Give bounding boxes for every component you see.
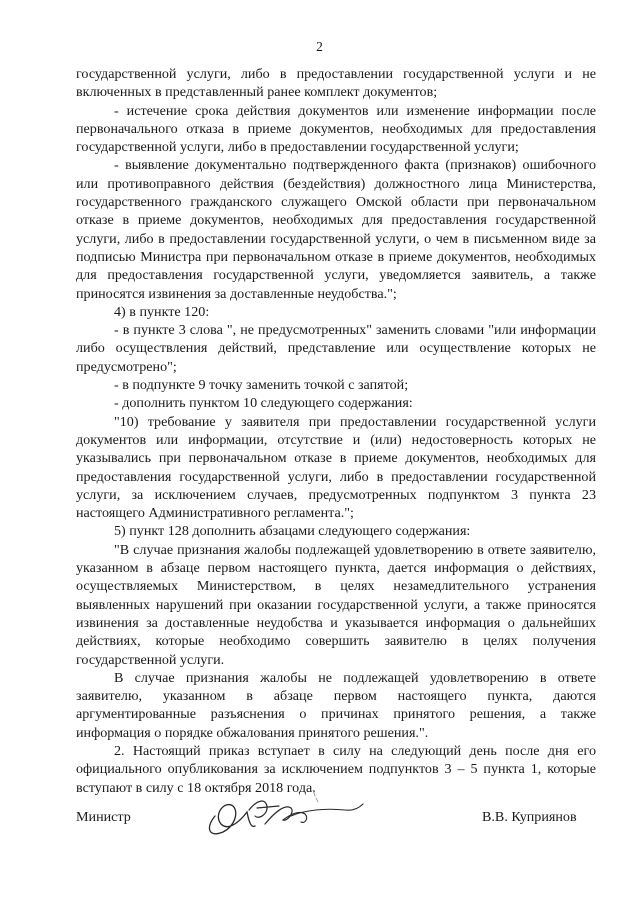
- paragraph: В случае признания жалобы не подлежащей удовлетворению в ответе заявителю, указанном в абзаце первом настоящего пункта, даются аргументированные разъяснения о причинах принятого решения, а также информация о порядке обжалования принятого решения.".: [76, 669, 596, 741]
- paragraph: "В случае признания жалобы подлежащей удовлетворению в ответе заявителю, указанном в абзаце первом настоящего пункта, дается информация о действиях, осуществляемых Министерством, в целях незамедлительного устранения выявленных нарушений при оказании государственной услуги, а также приносятся извинения за доставленные неудобства и указывается информация о дальнейших действиях, которые необходимо совершить заявителю в целях получения государственной услуги.: [76, 541, 596, 668]
- paragraph: - истечение срока действия документов или изменение информации после первоначального отказа в приеме документов, необходимых для предоставления государственной услуги, либо в предоставлении государственной услуги;: [76, 102, 596, 156]
- paragraph: - в подпункте 9 точку заменить точкой с запятой;: [114, 377, 409, 394]
- paragraph: "10) требование у заявителя при предоставлении государственной услуги документов или информации, отсутствие и (или) недостоверность которых не указывались при первоначальном отказе в приеме документов, необходимых для предоставления государственной услуги, либо в предоставлении государственной услуги, за исключением случаев, предусмотренных подпунктом 3 пункта 23 настоящего Административного регламента.";: [76, 413, 596, 522]
- signatory-title: Министр: [76, 809, 131, 825]
- paragraph: 5) пункт 128 дополнить абзацами следующего содержания:: [114, 523, 471, 540]
- paragraph: государственной услуги, либо в предоставлении государственной услуги и не включенных в представленный ранее комплект документов;: [76, 66, 596, 101]
- handwritten-signature: [195, 786, 370, 841]
- paragraph: - в пункте 3 слова ", не предусмотренных" заменить словами "или информации либо осуществления действий, представление или осуществление которых не предусмотрено";: [76, 322, 596, 375]
- signatory-name: В.В. Куприянов: [482, 809, 577, 825]
- paragraph: 2. Настоящий приказ вступает в силу на следующий день после дня его официального опубликования за исключением подпунктов 3 – 5 пункта 1, которые вступают в силу с 18 октября 2018 года.: [76, 742, 596, 796]
- paragraph: 4) в пункте 120:: [114, 303, 210, 320]
- page-number: 2: [316, 39, 323, 54]
- document-body: [76, 65, 596, 797]
- paragraph: - выявление документально подтвержденного факта (признаков) ошибочного или противоправного действия (бездействия) должностного лица Министерства, государственного гражданского служащего Омской области при первоначальном отказе в приеме документов, необходимых для предоставления государственной услуги, либо в предоставлении государственной услуги, о чем в письменном виде за подписью Министра при первоначальном отказе в приеме документов, необходимых для предоставления государственной услуги, уведомляется заявитель, а также приносятся извинения за доставленные неудобства.";: [76, 157, 596, 302]
- paragraph: - дополнить пунктом 10 следующего содержания:: [114, 395, 413, 412]
